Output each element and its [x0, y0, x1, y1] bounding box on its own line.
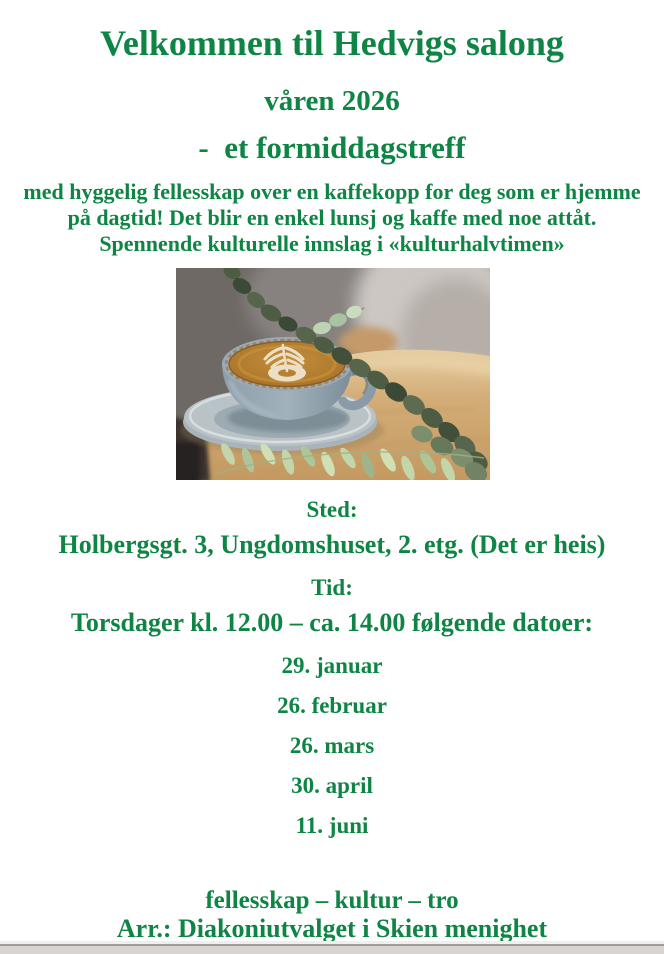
intro-paragraph	[0, 179, 664, 257]
date-item: 30. april	[291, 773, 373, 798]
date-item: 26. februar	[277, 693, 387, 718]
date-item: 29. januar	[281, 653, 383, 678]
footer-motto: fellesskap – kultur – tro	[205, 887, 459, 914]
intro-line-2: på dagtid! Det blir en enkel lunsj og kaffe med noe attåt.	[67, 205, 597, 230]
tagline: - et formiddagstreff	[198, 130, 466, 165]
place-value: Holbergsgt. 3, Ungdomshuset, 2. etg. (Det er heis)	[58, 530, 606, 559]
footer-organizer: Arr.: Diakoniutvalget i Skien menighet	[116, 914, 548, 943]
date-item: 11. juni	[295, 813, 369, 838]
date-item: 26. mars	[289, 733, 375, 758]
season-subtitle: våren 2026	[264, 85, 400, 117]
time-value: Torsdager kl. 12.00 – ca. 14.00 følgende datoer:	[70, 608, 594, 637]
intro-line-1: med hyggelig fellesskap over en kaffekopp for deg som er hjemme	[23, 179, 641, 204]
coffee-photo	[176, 268, 490, 480]
page-title: Velkommen til Hedvigs salong	[100, 23, 564, 63]
intro-line-3: Spennende kulturelle innslag i «kulturhalvtimen»	[99, 231, 565, 256]
place-label: Sted:	[306, 497, 358, 522]
time-label: Tid:	[311, 575, 353, 600]
window-bottom-edge	[0, 944, 664, 954]
